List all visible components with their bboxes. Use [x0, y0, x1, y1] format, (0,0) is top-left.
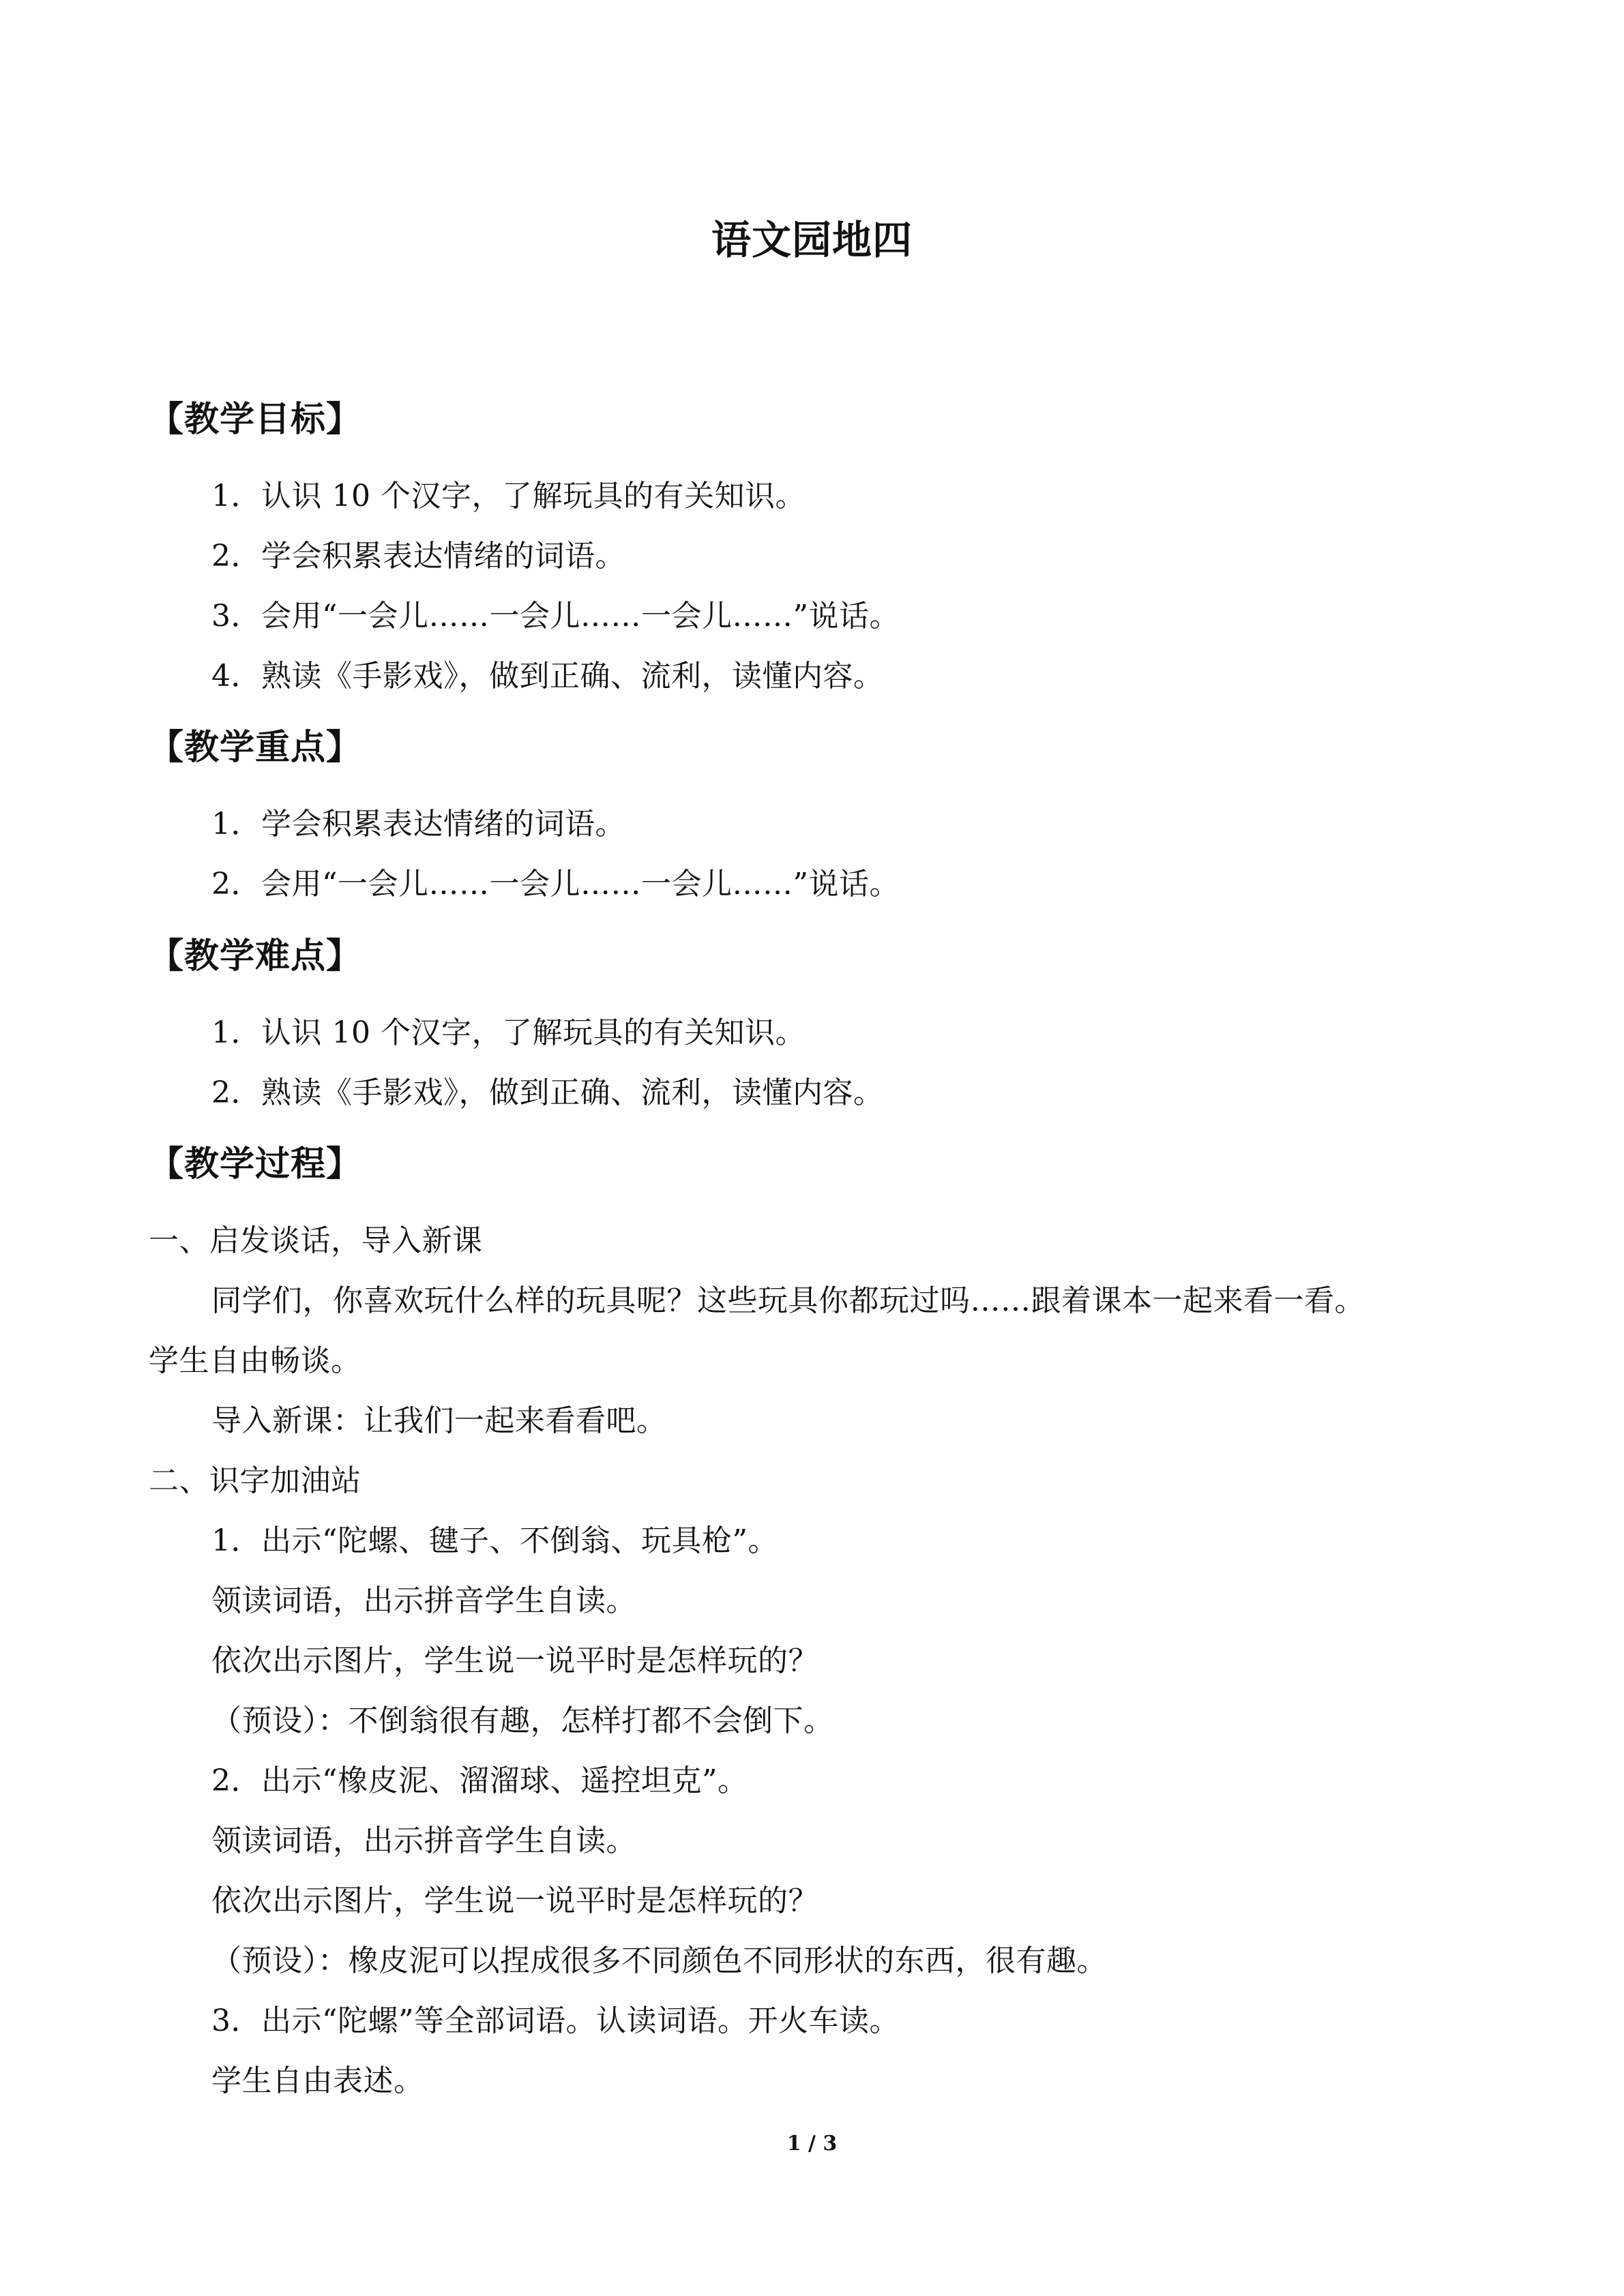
process-part1-line-2: 学生自由畅谈。 [149, 1343, 361, 1378]
process-part2-line-10: 学生自由表述。 [211, 2063, 424, 2098]
key-point-item-2: 2．会用“一会儿……一会儿……一会儿……”说话。 [211, 867, 900, 901]
objective-item-4: 4．熟读《手影戏》，做到正确、流利，读懂内容。 [211, 659, 884, 694]
process-part1-line-1: 同学们，你喜欢玩什么样的玩具呢？这些玩具你都玩过吗……跟着课本一起来看一看。 [211, 1283, 1365, 1318]
process-part2-title: 二、识字加油站 [149, 1463, 361, 1498]
process-part2-line-2: 领读词语，出示拼音学生自读。 [211, 1583, 636, 1618]
page-number: 1 / 3 [786, 2132, 838, 2156]
document-title: 语文园地四 [711, 217, 913, 263]
objective-item-3: 3．会用“一会儿……一会儿……一会儿……”说话。 [211, 599, 900, 633]
process-part2-line-5: 2．出示“橡皮泥、溜溜球、遥控坦克”。 [211, 1763, 748, 1798]
objective-item-1: 1．认识 10 个汉字，了解玩具的有关知识。 [211, 479, 806, 513]
heading-key-points: 【教学重点】 [149, 728, 362, 768]
process-part2-line-9: 3．出示“陀螺”等全部词语。认读词语。开火车读。 [211, 2003, 900, 2038]
process-part2-line-1: 1．出示“陀螺、毽子、不倒翁、玩具枪”。 [211, 1523, 778, 1558]
process-part2-line-7: 依次出示图片，学生说一说平时是怎样玩的？ [211, 1883, 818, 1918]
heading-difficulties: 【教学难点】 [149, 936, 362, 976]
heading-objectives: 【教学目标】 [149, 400, 362, 440]
difficulty-item-1: 1．认识 10 个汉字，了解玩具的有关知识。 [211, 1015, 806, 1050]
objective-item-2: 2．学会积累表达情绪的词语。 [211, 539, 625, 573]
heading-process: 【教学过程】 [149, 1144, 362, 1184]
process-part2-line-6: 领读词语，出示拼音学生自读。 [211, 1823, 636, 1858]
process-part2-line-8: （预设）：橡皮泥可以捏成很多不同颜色不同形状的东西，很有趣。 [211, 1943, 1107, 1978]
process-part2-line-3: 依次出示图片，学生说一说平时是怎样玩的？ [211, 1643, 818, 1678]
difficulty-item-2: 2．熟读《手影戏》，做到正确、流利，读懂内容。 [211, 1075, 884, 1110]
process-part1-line-3: 导入新课：让我们一起来看看吧。 [211, 1403, 667, 1438]
key-point-item-1: 1．学会积累表达情绪的词语。 [211, 807, 625, 841]
process-part1-title: 一、启发谈话，导入新课 [149, 1223, 483, 1258]
process-part2-line-4: （预设）：不倒翁很有趣，怎样打都不会倒下。 [211, 1703, 834, 1738]
